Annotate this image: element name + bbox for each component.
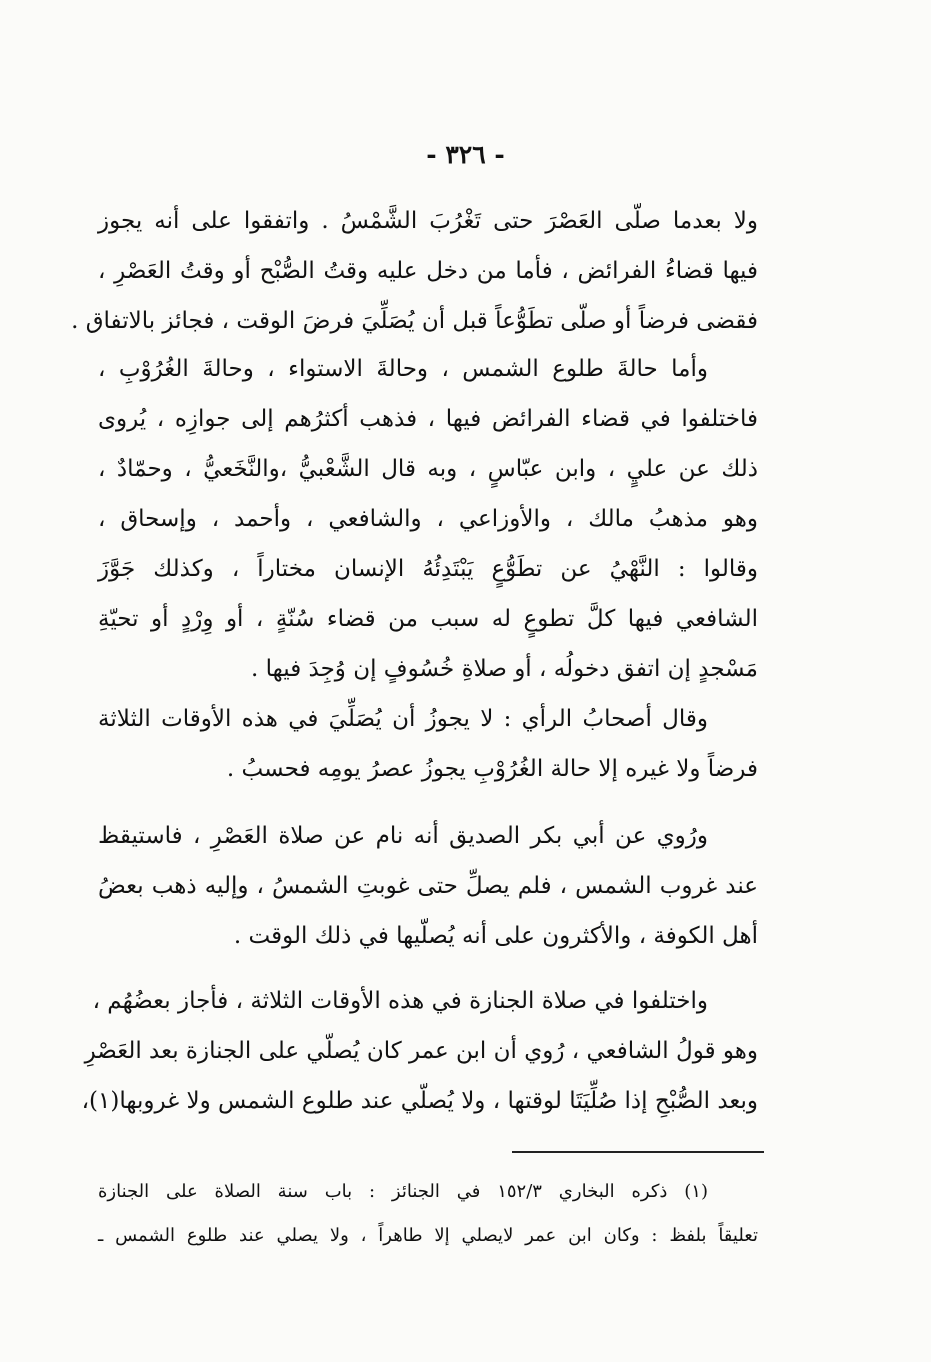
text-line: أهل الكوفة ، والأكثرون على أنه يُصلّيها في ذلك الوقت . bbox=[233, 923, 758, 949]
paragraph-2 bbox=[98, 344, 758, 694]
text-line: فاختلفوا في قضاء الفرائض فيها ، فذهب أكثرُهم إلى جوازِه ، يُروى bbox=[98, 406, 758, 432]
paragraph-3 bbox=[98, 694, 758, 794]
text-line: مَسْجدٍ إن اتفق دخولُه ، أو صلاةِ خُسُوفٍ إن وُجِدَ فيها . bbox=[251, 656, 758, 682]
text-line: ولا بعدما صلّى العَصْرَ حتى تَغْرُبَ الشَّمْسُ . واتفقوا على أنه يجوز bbox=[98, 208, 758, 234]
footnote-line: تعليقاً بلفظ : وكان ابن عمر لايصلي إلا طاهراً ، ولا يصلي عند طلوع الشمس ـ bbox=[98, 1225, 758, 1246]
text-line: فيها قضاءُ الفرائض ، فأما من دخل عليه وقتُ الصُّبْح أو وقتُ العَصْرِ ، bbox=[98, 258, 758, 284]
text-line: فقضى فرضاً أو صلّى تطَوُّعاً قبل أن يُصَلِّيَ فرضَ الوقت ، فجائز بالاتفاق . bbox=[71, 308, 758, 334]
text-line: عند غروب الشمس ، فلم يصلِّ حتى غوبتِ الشمسُ ، وإليه ذهب بعضُ bbox=[98, 873, 758, 899]
paragraph-4 bbox=[98, 811, 758, 961]
text-line: وأما حالةَ طلوع الشمس ، وحالةَ الاستواء ، وحالةَ الغُرُوْبِ ، bbox=[98, 356, 708, 382]
text-line: ورُوي عن أبي بكر الصديق أنه نام عن صلاة العَصْرِ ، فاستيقظ bbox=[98, 823, 708, 849]
text-line: وهو قولُ الشافعي ، رُوي أن ابن عمر كان يُصلّي على الجنازة بعد العَصْرِ bbox=[84, 1038, 758, 1064]
page-number: - ٣٢٦ - bbox=[426, 140, 505, 169]
footnotes bbox=[98, 1170, 758, 1258]
text-line: فرضاً ولا غيره إلا حالة الغُرُوْبِ يجوزُ عصرُ يومِه فحسبُ . bbox=[226, 756, 758, 782]
text-line: ذلك عن عليٍ ، وابن عبّاسٍ ، وبه قال الشَّعْبيُّ ،والنَّخَعيُّ ، وحمّادٌ ، bbox=[98, 456, 758, 482]
text-line: الشافعي فيها كلَّ تطوعٍ له سبب من قضاء سُنّةٍ ، أو وِرْدٍ أو تحيّةِ bbox=[98, 606, 758, 632]
text-line: وبعد الصُّبْحِ إذا صُلِّيَتَا لوقتها ، ولا يُصلّي عند طلوع الشمس ولا غروبها(١)، bbox=[81, 1088, 758, 1114]
paragraph-5 bbox=[81, 976, 758, 1126]
footnote-line: (١) ذكره البخاري ١٥٢/٣ في الجنائز : باب سنة الصلاة على الجنازة bbox=[98, 1181, 708, 1202]
paragraph-1 bbox=[71, 196, 758, 346]
text-line: واختلفوا في صلاة الجنازة في هذه الأوقات الثلاثة ، فأجاز بعضُهُم ، bbox=[92, 988, 708, 1014]
text-line: وهو مذهبُ مالك ، والأوزاعي ، والشافعي ، وأحمد ، وإسحاق ، bbox=[98, 506, 758, 532]
text-line: وقال أصحابُ الرأي : لا يجوزُ أن يُصَلِّيَ في هذه الأوقات الثلاثة bbox=[98, 706, 708, 732]
footnote-divider bbox=[512, 1151, 764, 1153]
text-line: وقالوا : النَّهْيُ عن تطَوُّعٍ يَبْتَدِئُهُ الإنسان مختاراً ، وكذلك جَوَّزَ bbox=[98, 556, 758, 582]
